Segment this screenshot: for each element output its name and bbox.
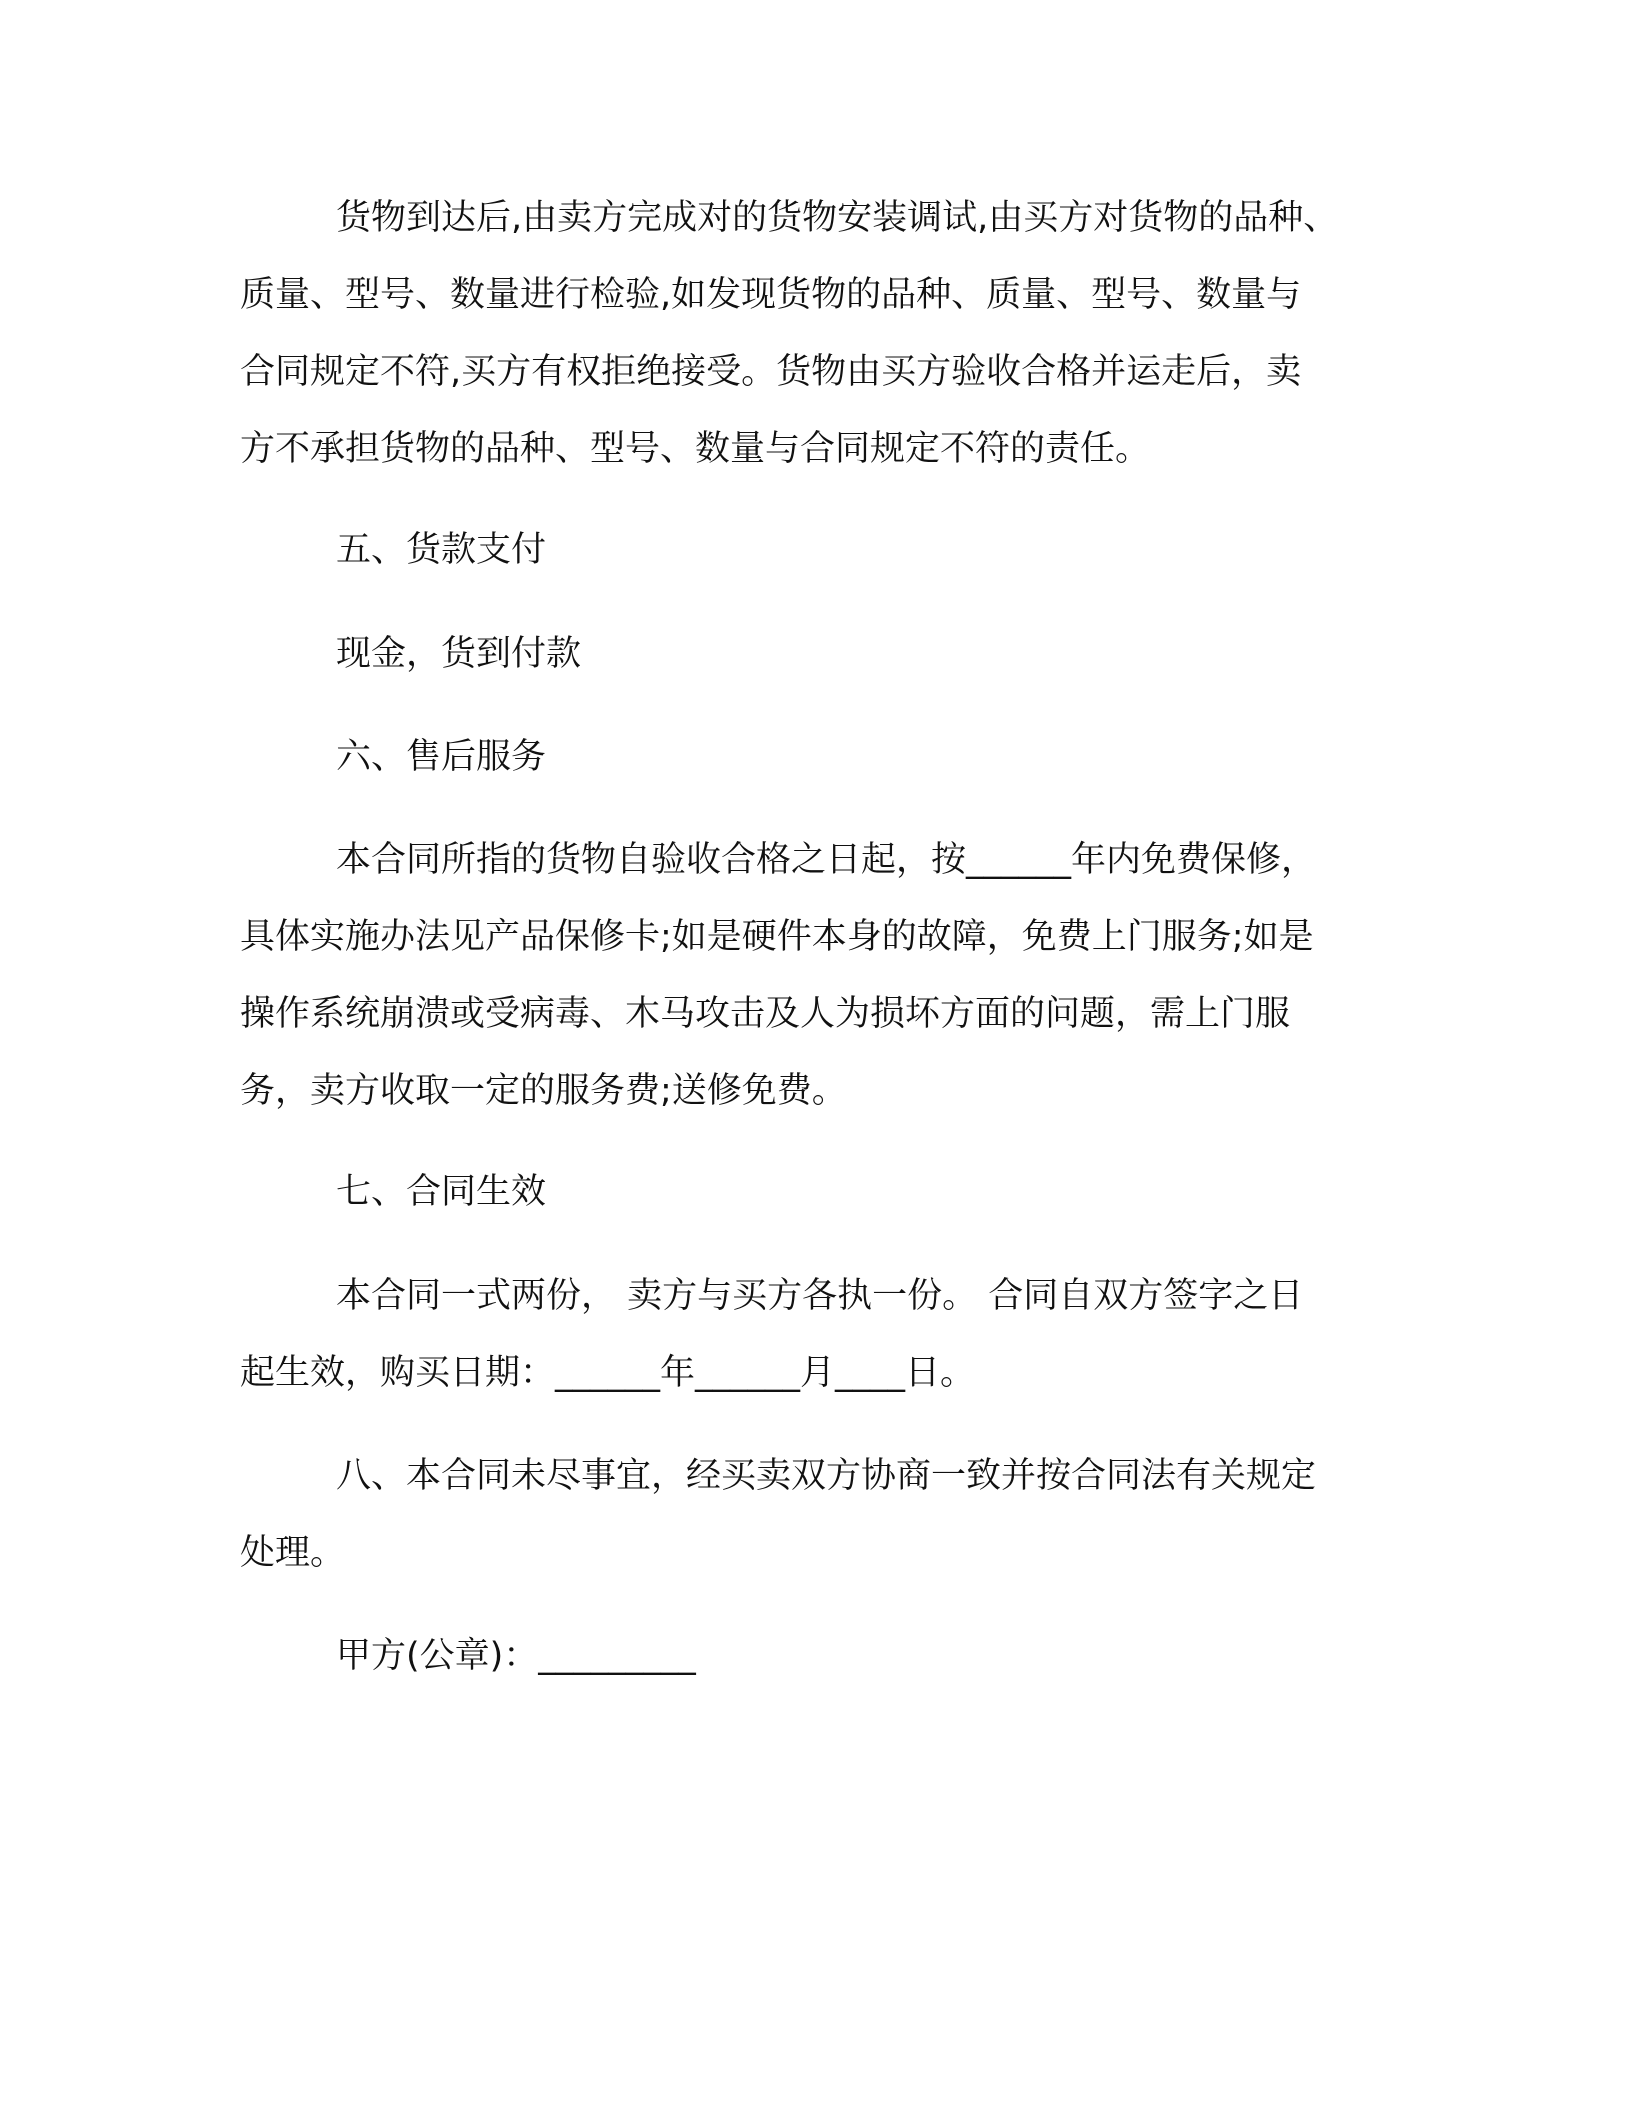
paragraph-inspection-line-4: 方不承担货物的品种、型号、数量与合同规定不符的责任。: [240, 429, 1151, 469]
paragraph-payment: 现金，货到付款: [336, 634, 582, 674]
paragraph-effectiveness-line-2: 起生效，购买日期：______年______月____日。: [240, 1353, 976, 1393]
paragraph-warranty-line-3: 操作系统崩溃或受病毒、木马攻击及人为损坏方面的问题，需上门服: [240, 994, 1291, 1034]
paragraph-inspection-line-1: 货物到达后,由卖方完成对的货物安装调试,由买方对货物的品种、: [336, 198, 1339, 238]
paragraph-warranty-line-4: 务，卖方收取一定的服务费;送修免费。: [240, 1071, 847, 1111]
paragraph-inspection-line-3: 合同规定不符,买方有权拒绝接受。货物由买方验收合格并运走后，卖: [240, 352, 1302, 392]
heading-payment: 五、货款支付: [336, 530, 547, 570]
paragraph-inspection-line-2: 质量、型号、数量进行检验,如发现货物的品种、质量、型号、数量与: [240, 275, 1302, 315]
signature-party-a: 甲方(公章)：_________: [336, 1636, 696, 1676]
heading-after-sales: 六、售后服务: [336, 737, 547, 777]
paragraph-warranty-line-2: 具体实施办法见产品保修卡;如是硬件本身的故障，免费上门服务;如是: [240, 917, 1314, 957]
paragraph-misc-line-1: 八、本合同未尽事宜，经买卖双方协商一致并按合同法有关规定: [336, 1456, 1317, 1496]
paragraph-misc-line-2: 处理。: [240, 1533, 346, 1573]
paragraph-effectiveness-line-1: 本合同一式两份， 卖方与买方各执一份。 合同自双方签字之日: [336, 1276, 1304, 1316]
heading-effectiveness: 七、合同生效: [336, 1172, 547, 1212]
paragraph-warranty-line-1: 本合同所指的货物自验收合格之日起，按______年内免费保修，: [336, 840, 1317, 880]
